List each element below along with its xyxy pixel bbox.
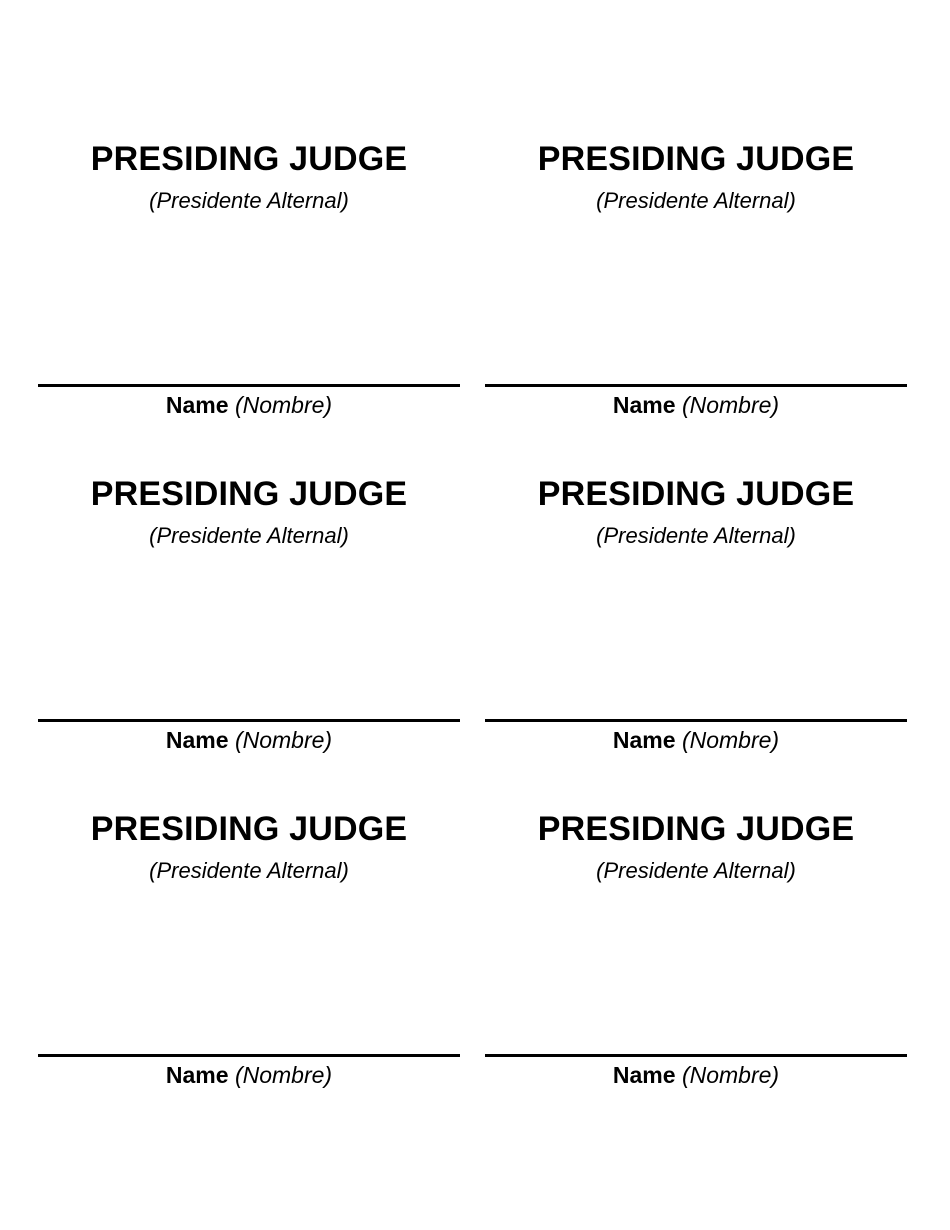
name-label [38, 726, 460, 754]
badge-subtitle: (Presidente Alternal) [596, 188, 796, 213]
name-label [38, 391, 460, 419]
name-label-es: (Nombre) [234, 392, 333, 418]
badge-title: PRESIDING JUDGE [90, 475, 408, 513]
badge-subtitle: (Presidente Alternal) [149, 858, 349, 883]
name-label-en: Name [612, 1062, 676, 1088]
name-label [485, 1061, 907, 1089]
name-label-es: (Nombre) [681, 1062, 780, 1088]
name-label-en: Name [165, 727, 229, 753]
name-signature-line [38, 384, 460, 387]
name-label [38, 1061, 460, 1089]
badge-subtitle: (Presidente Alternal) [149, 188, 349, 213]
badge-card [38, 772, 460, 1107]
name-label-es: (Nombre) [681, 727, 780, 753]
name-signature-line [485, 384, 907, 387]
name-signature-line [38, 719, 460, 722]
name-signature-line [485, 719, 907, 722]
badge-title: PRESIDING JUDGE [537, 140, 855, 178]
name-signature-line [485, 1054, 907, 1057]
name-label-es: (Nombre) [234, 1062, 333, 1088]
badge-subtitle: (Presidente Alternal) [149, 523, 349, 548]
name-signature-line [38, 1054, 460, 1057]
badge-card [38, 102, 460, 437]
badge-card [38, 437, 460, 772]
name-label-es: (Nombre) [681, 392, 780, 418]
badge-card [485, 102, 907, 437]
name-label-en: Name [165, 392, 229, 418]
badge-title: PRESIDING JUDGE [90, 140, 408, 178]
badge-title: PRESIDING JUDGE [90, 810, 408, 848]
name-label-en: Name [612, 392, 676, 418]
badge-subtitle: (Presidente Alternal) [596, 523, 796, 548]
name-label [485, 726, 907, 754]
name-label-es: (Nombre) [234, 727, 333, 753]
name-label-en: Name [165, 1062, 229, 1088]
name-label-en: Name [612, 727, 676, 753]
badge-subtitle: (Presidente Alternal) [596, 858, 796, 883]
badge-title: PRESIDING JUDGE [537, 810, 855, 848]
badge-card [485, 772, 907, 1107]
name-label [485, 391, 907, 419]
badge-title: PRESIDING JUDGE [537, 475, 855, 513]
badge-card [485, 437, 907, 772]
